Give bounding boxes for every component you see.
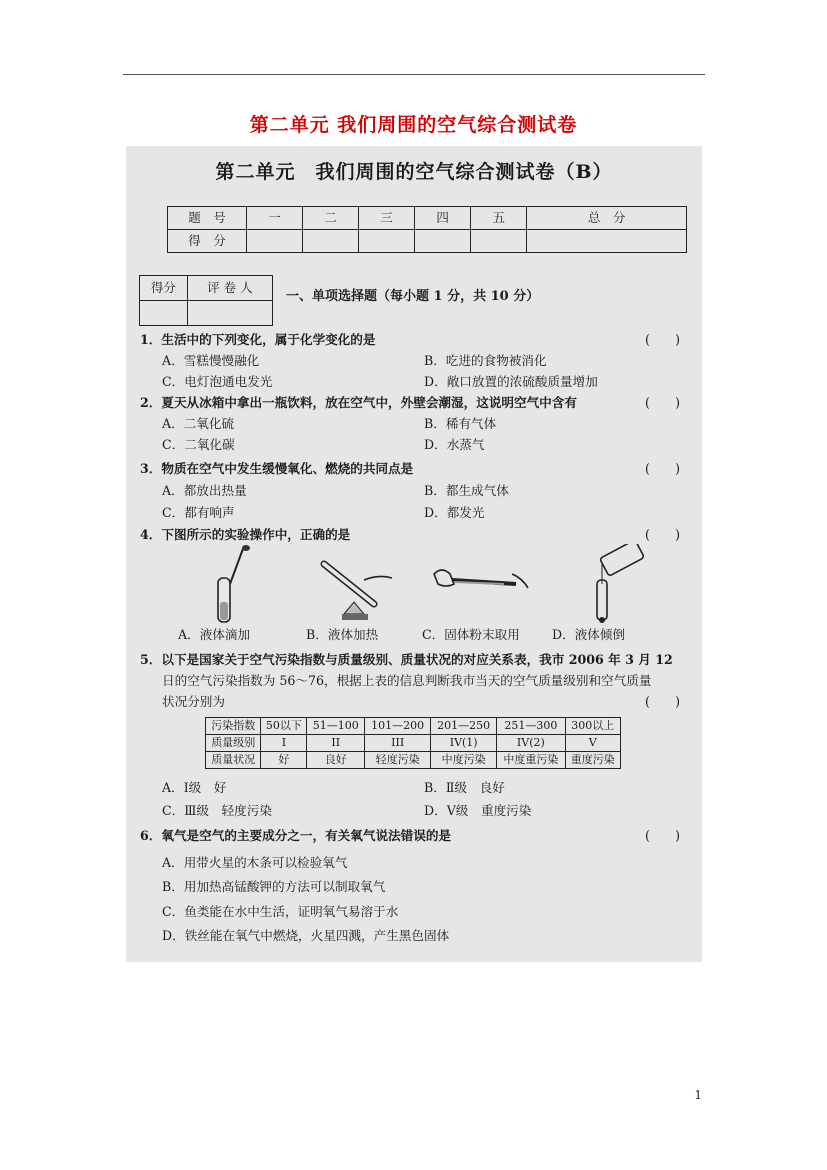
score-header-cell: 五: [471, 207, 527, 230]
question-stem: 5．以下是国家关于空气污染指数与质量级别、质量状况的对应关系表，我市 2006 年 3 月 12: [140, 652, 673, 667]
option: A．Ⅰ级 好: [162, 780, 227, 795]
option: A．二氧化硫: [162, 416, 235, 431]
table-cell: 质量级别: [206, 735, 261, 752]
score-cell: [471, 230, 527, 253]
table-cell: 重度污染: [565, 752, 620, 769]
grader-score-label: 得分: [140, 276, 188, 301]
option: A．雪糕慢慢融化: [162, 353, 260, 368]
answer-paren: ( ): [644, 694, 680, 709]
table-cell: 质量状况: [206, 752, 261, 769]
score-cell: [415, 230, 471, 253]
answer-paren: ( ): [644, 527, 680, 542]
table-cell: V: [565, 735, 620, 752]
section-title: 一、单项选择题（每小题 1 分，共 10 分）: [286, 289, 540, 304]
table-cell: 好: [261, 752, 307, 769]
answer-paren: ( ): [644, 828, 680, 843]
grader-cell: [140, 301, 188, 326]
score-cell: [303, 230, 359, 253]
score-table: [167, 206, 687, 253]
table-cell: IV(1): [431, 735, 497, 752]
table-cell: I: [261, 735, 307, 752]
question-stem: 2．夏天从冰箱中拿出一瓶饮料，放在空气中，外壁会潮湿，这说明空气中含有: [140, 395, 577, 410]
table-cell: 51—100: [307, 718, 365, 735]
pouring-liquid-icon: [542, 544, 652, 624]
score-cell: [359, 230, 415, 253]
grader-label: 评 卷 人: [187, 276, 272, 301]
question-stem: 4．下图所示的实验操作中，正确的是: [140, 527, 351, 542]
option: D．都发光: [424, 505, 485, 520]
score-header-cell: 二: [303, 207, 359, 230]
figure-caption: D．液体倾倒: [552, 627, 626, 642]
answer-paren: ( ): [644, 461, 680, 476]
option: D．水蒸气: [424, 437, 485, 452]
option: B．吃进的食物被消化: [424, 353, 547, 368]
exam-title: 第二单元 我们周围的空气综合测试卷（B）: [215, 161, 613, 183]
option: B．稀有气体: [424, 416, 497, 431]
table-cell: IV(2): [497, 735, 565, 752]
table-cell: 轻度污染: [365, 752, 431, 769]
table-cell: 251—300: [497, 718, 565, 735]
scanned-exam-image: [126, 146, 702, 962]
page-number: 1: [694, 1088, 702, 1102]
table-cell: II: [307, 735, 365, 752]
figure-caption: B．液体加热: [306, 627, 379, 642]
heating-test-tube-icon: [304, 544, 414, 624]
question-stem: 3．物质在空气中发生缓慢氧化、燃烧的共同点是: [140, 461, 414, 476]
table-cell: 良好: [307, 752, 365, 769]
dropper-into-test-tube-icon: [186, 544, 296, 624]
header-rule: [123, 74, 705, 75]
table-cell: 101—200: [365, 718, 431, 735]
score-cell: [527, 230, 687, 253]
option: B．用加热高锰酸钾的方法可以制取氧气: [162, 879, 386, 894]
score-header-cell: 四: [415, 207, 471, 230]
document-title: 第二单元 我们周围的空气综合测试卷: [249, 114, 578, 136]
option: C．都有响声: [162, 505, 235, 520]
lab-figures: [186, 544, 656, 632]
question-stem-continued: 日的空气污染指数为 56～76，根据上表的信息判断我市当天的空气质量级别和空气质量: [162, 673, 652, 688]
score-cell: [247, 230, 303, 253]
table-cell: III: [365, 735, 431, 752]
option: B．都生成气体: [424, 483, 509, 498]
figure-caption: C．固体粉末取用: [422, 627, 520, 642]
score-header-cell: 总 分: [527, 207, 687, 230]
option: A．用带火星的木条可以检验氧气: [162, 855, 348, 870]
option: C．鱼类能在水中生活，证明氧气易溶于水: [162, 904, 399, 919]
option: A．都放出热量: [162, 483, 247, 498]
option: C．电灯泡通电发光: [162, 374, 273, 389]
option: D．Ⅴ级 重度污染: [424, 803, 532, 818]
option: C．Ⅲ级 轻度污染: [162, 803, 272, 818]
table-cell: 中度重污染: [497, 752, 565, 769]
grader-table: [139, 275, 273, 326]
question-stem: 6．氧气是空气的主要成分之一，有关氧气说法错误的是: [140, 828, 452, 843]
table-cell: 污染指数: [206, 718, 261, 735]
option: D．敞口放置的浓硫酸质量增加: [424, 374, 598, 389]
score-row-label: 得 分: [168, 230, 247, 253]
score-header-cell: 一: [247, 207, 303, 230]
pollution-index-table: [205, 717, 621, 769]
table-cell: 201—250: [431, 718, 497, 735]
option: D．铁丝能在氧气中燃烧，火星四溅，产生黑色固体: [162, 928, 450, 943]
question-stem: 1．生活中的下列变化，属于化学变化的是: [140, 332, 376, 347]
answer-paren: ( ): [644, 332, 680, 347]
table-cell: 300以上: [565, 718, 620, 735]
grader-cell: [187, 301, 272, 326]
score-header-cell: 三: [359, 207, 415, 230]
powder-spatula-icon: [424, 544, 534, 624]
score-header-cell: 题 号: [168, 207, 247, 230]
table-cell: 中度污染: [431, 752, 497, 769]
table-cell: 50以下: [261, 718, 307, 735]
option: C．二氧化碳: [162, 437, 235, 452]
option: B．Ⅱ级 良好: [424, 780, 505, 795]
question-stem-continued: 状况分别为: [162, 694, 225, 709]
answer-paren: ( ): [644, 395, 680, 410]
figure-caption: A．液体滴加: [178, 627, 251, 642]
